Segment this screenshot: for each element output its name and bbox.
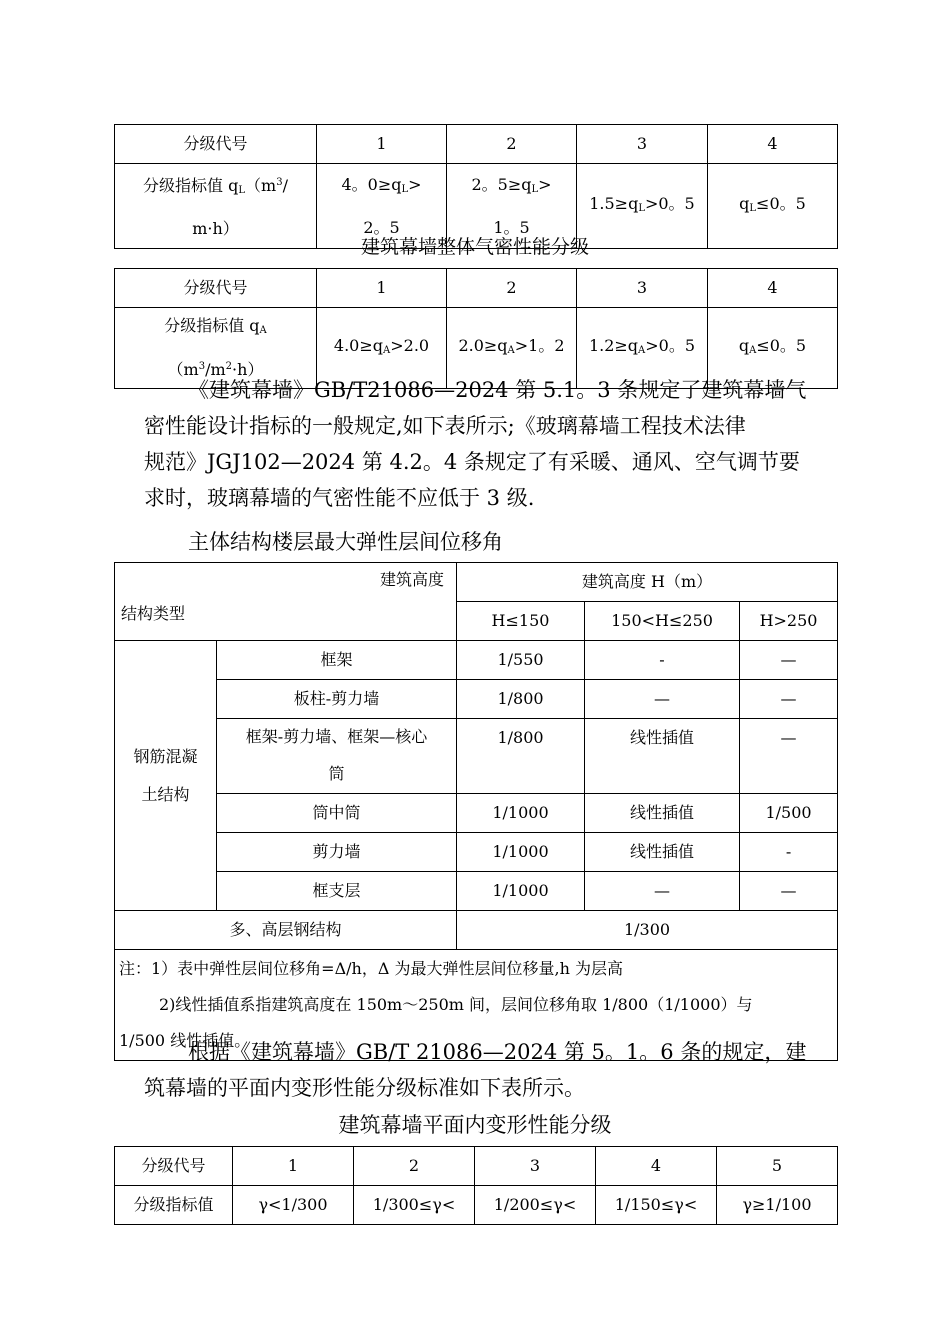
row-value: 1/800	[457, 719, 585, 794]
row-name: 框支层	[217, 872, 457, 911]
group-label-rc-structure: 钢筋混凝 土结构	[115, 641, 217, 911]
interstory-drift-table	[114, 562, 838, 1061]
row-value-steel: 1/300	[457, 911, 838, 950]
table-caption-interstory-drift: 主体结构楼层最大弹性层间位移角	[188, 530, 503, 554]
row-value: 1/1000	[457, 794, 585, 833]
header-grade-4: 4	[708, 269, 838, 308]
paragraph-line: 根据《建筑幕墙》GB/T 21086—2024 第 5。1。6 条的规定，建	[188, 1040, 807, 1064]
row-value: 1/500	[740, 794, 838, 833]
overall-air-tightness-table	[114, 268, 838, 389]
header-grade-4: 4	[708, 125, 838, 164]
row-name-steel: 多、高层钢结构	[115, 911, 457, 950]
inplane-deformation-table	[114, 1146, 838, 1225]
row-value: 1/1000	[457, 872, 585, 911]
header-grade-1: 1	[317, 125, 447, 164]
row-value: —	[740, 641, 838, 680]
value-grade-3: $1.2\ge q_A>0$。5	[577, 308, 708, 389]
value-grade-5: γ≥1/100	[717, 1186, 838, 1225]
header-grade-2: 2	[354, 1147, 475, 1186]
header-grade-1: 1	[317, 269, 447, 308]
header-grade-3: 3	[475, 1147, 596, 1186]
row-value: —	[585, 872, 740, 911]
row-value: 线性插值	[585, 833, 740, 872]
header-grade-code: 分级代号	[115, 125, 317, 164]
row-label-index: 分级指标值	[115, 1186, 233, 1225]
corner-header	[115, 563, 457, 641]
value-grade-3: $1.5\ge q_L>0$。5	[577, 164, 708, 249]
paragraph-line: 筑幕墙的平面内变形性能分级标准如下表所示。	[144, 1076, 585, 1100]
value-grade-1: 4。$0\ge q_L>$ 2。5	[317, 164, 447, 249]
row-label-index-ql: 分级指标值 $q_L(m^3/$ m·h）	[115, 164, 317, 249]
value-grade-2: 1/300≤γ<	[354, 1186, 475, 1225]
table-caption-inplane-deformation: 建筑幕墙平面内变形性能分级	[338, 1113, 612, 1137]
value-grade-1: γ<1/300	[233, 1186, 354, 1225]
row-name: 板柱-剪力墙	[217, 680, 457, 719]
header-grade-code: 分级代号	[115, 1147, 233, 1186]
paragraph-air-tightness-requirements	[144, 372, 824, 516]
header-grade-2: 2	[447, 269, 577, 308]
row-value: —	[740, 680, 838, 719]
paragraph-line: 《建筑幕墙》GB/T21086—2024 第 5.1。3 条规定了建筑幕墙气	[188, 378, 807, 402]
corner-label-height: 建筑高度	[379, 570, 444, 589]
paragraph-line: 密性能设计指标的一般规定,如下表所示;《玻璃幕墙工程技术法律	[144, 414, 746, 438]
row-name: 框架	[217, 641, 457, 680]
corner-label-structure: 结构类型	[121, 604, 186, 623]
paragraph-line: 规范》JGJ102—2024 第 4.2。4 条规定了有采暖、通风、空气调节要	[144, 450, 800, 474]
row-value: 1/800	[457, 680, 585, 719]
header-grade-4: 4	[596, 1147, 717, 1186]
header-height-col-3: H>250	[740, 602, 838, 641]
paragraph-inplane-deformation	[144, 1034, 824, 1106]
row-name: 筒中筒	[217, 794, 457, 833]
header-height-col-2: 150<H≤250	[585, 602, 740, 641]
table-caption-overall-air-tightness: 建筑幕墙整体气密性能分级	[360, 236, 589, 258]
header-grade-1: 1	[233, 1147, 354, 1186]
air-tightness-unit-table	[114, 124, 838, 249]
value-grade-1: $4.0\ge q_A>2.0$	[317, 308, 447, 389]
row-value: 1/1000	[457, 833, 585, 872]
header-grade-5: 5	[717, 1147, 838, 1186]
row-name: 剪力墙	[217, 833, 457, 872]
value-grade-4: 1/150≤γ<	[596, 1186, 717, 1225]
note-line: 2)线性插值系指建筑高度在 150m～250m 间，层间位移角取 1/800（1/1000）与	[159, 995, 753, 1014]
header-grade-3: 3	[577, 269, 708, 308]
row-name: 框架-剪力墙、框架—核心 筒	[217, 719, 457, 794]
value-grade-2: $2.0\ge q_A>1$。2	[447, 308, 577, 389]
row-value: —	[740, 872, 838, 911]
value-grade-3: 1/200≤γ<	[475, 1186, 596, 1225]
value-grade-4: $q_A\le 0$。5	[708, 308, 838, 389]
row-value: —	[585, 680, 740, 719]
note-line: 注：1）表中弹性层间位移角=Δ/h，Δ 为最大弹性层间位移量,h 为层高	[119, 959, 623, 978]
row-value: -	[585, 641, 740, 680]
row-value: -	[740, 833, 838, 872]
value-grade-4: $q_L\le 0$。5	[708, 164, 838, 249]
row-value: 线性插值	[585, 719, 740, 794]
value-grade-2: 2。$5\ge q_L>$ 1。5	[447, 164, 577, 249]
row-value: —	[740, 719, 838, 794]
header-grade-code: 分级代号	[115, 269, 317, 308]
header-grade-2: 2	[447, 125, 577, 164]
row-value: 线性插值	[585, 794, 740, 833]
note-line: 1/500 线性插值。	[119, 1031, 251, 1050]
header-grade-3: 3	[577, 125, 708, 164]
row-label-index-qa: 分级指标值 $q_A$ $(m^3/m^2\cdot h)$	[115, 308, 317, 389]
row-value: 1/550	[457, 641, 585, 680]
header-building-height: 建筑高度 H（m）	[457, 563, 838, 602]
paragraph-line: 求时，玻璃幕墙的气密性能不应低于 3 级.	[144, 486, 535, 510]
header-height-col-1: H≤150	[457, 602, 585, 641]
